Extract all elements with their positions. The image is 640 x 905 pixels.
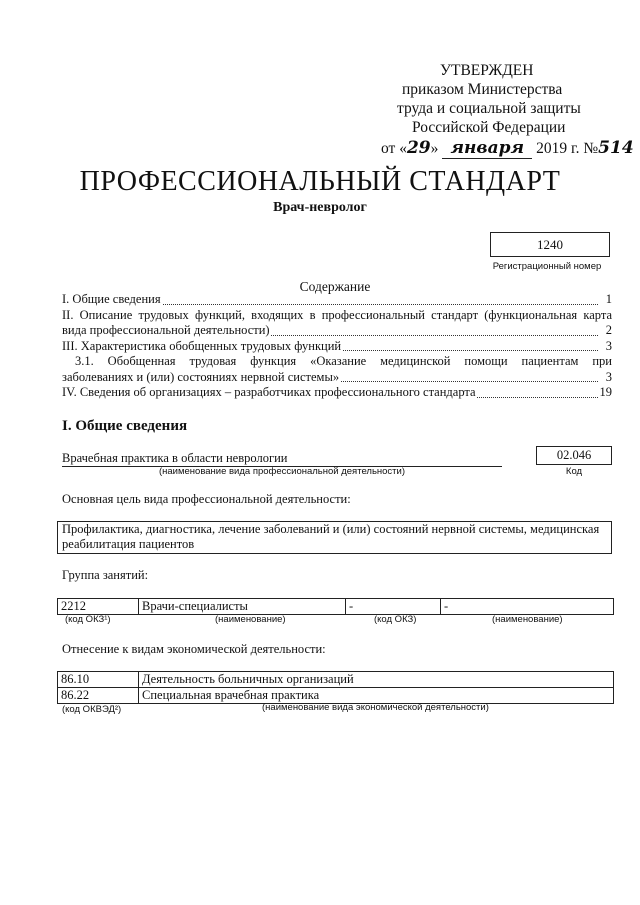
toc-item-page: 19	[599, 385, 612, 399]
economic-activity-label: Отнесение к видам экономической деятельности:	[62, 642, 326, 656]
goal-label: Основная цель вида профессиональной деятельности:	[62, 492, 351, 506]
okz-name-caption: (наименование)	[215, 614, 286, 625]
toc-item[interactable]	[62, 385, 612, 401]
okz-name-cell: Врачи-специалисты	[139, 599, 346, 615]
okz-code-cell-2: -	[346, 599, 441, 615]
approved-label: УТВЕРЖДЕН	[440, 62, 534, 79]
okz-code-caption: (код ОКЗ¹)	[65, 614, 111, 625]
activity-name: Врачебная практика в области неврологии	[62, 451, 502, 467]
toc-item-text: III. Характеристика обобщенных трудовых функций	[62, 338, 342, 353]
toc-item-text: 3.1. Обобщенная трудовая функция «Оказание медицинской помощи пациентам при	[75, 354, 612, 368]
activity-code-box: 02.046	[536, 446, 612, 465]
toc-item-page: 1	[605, 292, 612, 306]
economic-activity-table	[57, 671, 614, 704]
registration-number-label: Регистрационный номер	[492, 261, 602, 272]
approval-date-line	[381, 138, 634, 159]
toc-item[interactable]	[62, 323, 612, 339]
toc-item-page: 3	[605, 338, 612, 353]
okved-name-caption: (наименование вида экономической деятельности)	[262, 702, 489, 713]
toc-item-text-cont: заболеваниях и (или) состояниях нервной системы»	[62, 369, 340, 384]
registration-number-box: 1240	[490, 232, 610, 257]
table-row	[58, 599, 614, 615]
occupation-group-label: Группа занятий:	[62, 568, 149, 582]
handwritten-number: 514	[598, 138, 634, 158]
okz-code-cell: 2212	[58, 599, 139, 615]
toc-title: Содержание	[299, 279, 371, 294]
toc-item-text: II. Описание трудовых функций, входящих в профессиональный стандарт (функциональная карта	[62, 307, 612, 322]
okz-name-cell-2: -	[441, 599, 614, 615]
table-of-contents	[62, 292, 612, 401]
table-row	[58, 672, 614, 688]
toc-item-page: 2	[605, 323, 612, 337]
toc-item-line[interactable]	[62, 354, 612, 370]
okz-name-caption-2: (наименование)	[492, 614, 563, 625]
toc-item[interactable]	[62, 292, 612, 308]
date-year: 2019 г. №	[536, 140, 599, 157]
okved-code-caption: (код ОКВЭД²)	[62, 704, 122, 715]
toc-item-line[interactable]	[62, 308, 612, 324]
toc-item[interactable]	[62, 370, 612, 386]
occupation-group-table	[57, 598, 614, 615]
okved-code-cell: 86.22	[58, 688, 139, 704]
approval-federation-line: Российской Федерации	[412, 119, 566, 136]
date-prefix: от «	[381, 140, 407, 157]
page-subtitle: Врач-невролог	[273, 200, 367, 215]
okved-code-cell: 86.10	[58, 672, 139, 688]
handwritten-day: 29	[406, 138, 431, 158]
toc-item-text-cont: вида профессиональной деятельности)	[62, 323, 270, 337]
approval-order-line: приказом Министерства	[402, 81, 563, 98]
toc-item[interactable]	[62, 339, 612, 355]
okved-name-cell: Специальная врачебная практика	[139, 688, 614, 704]
activity-code-caption: Код	[565, 466, 583, 477]
toc-item-text: I. Общие сведения	[62, 292, 161, 306]
toc-item-text: IV. Сведения об организациях – разработчиках профессионального стандарта	[62, 385, 476, 399]
date-quote: »	[430, 140, 439, 157]
approval-ministry-line: труда и социальной защиты	[397, 100, 581, 117]
handwritten-month: января	[442, 138, 532, 159]
toc-item-page: 3	[605, 369, 612, 384]
okz-code-caption-2: (код ОКЗ)	[374, 614, 417, 625]
activity-name-caption: (наименование вида профессиональной деятельности)	[158, 466, 406, 477]
section-heading: I. Общие сведения	[62, 418, 188, 434]
goal-text-box: Профилактика, диагностика, лечение заболеваний и (или) состояний нервной системы, медицинская реабилитация пациентов	[57, 521, 612, 554]
page-title: ПРОФЕССИОНАЛЬНЫЙ СТАНДАРТ	[79, 166, 561, 197]
okved-name-cell: Деятельность больничных организаций	[139, 672, 614, 688]
